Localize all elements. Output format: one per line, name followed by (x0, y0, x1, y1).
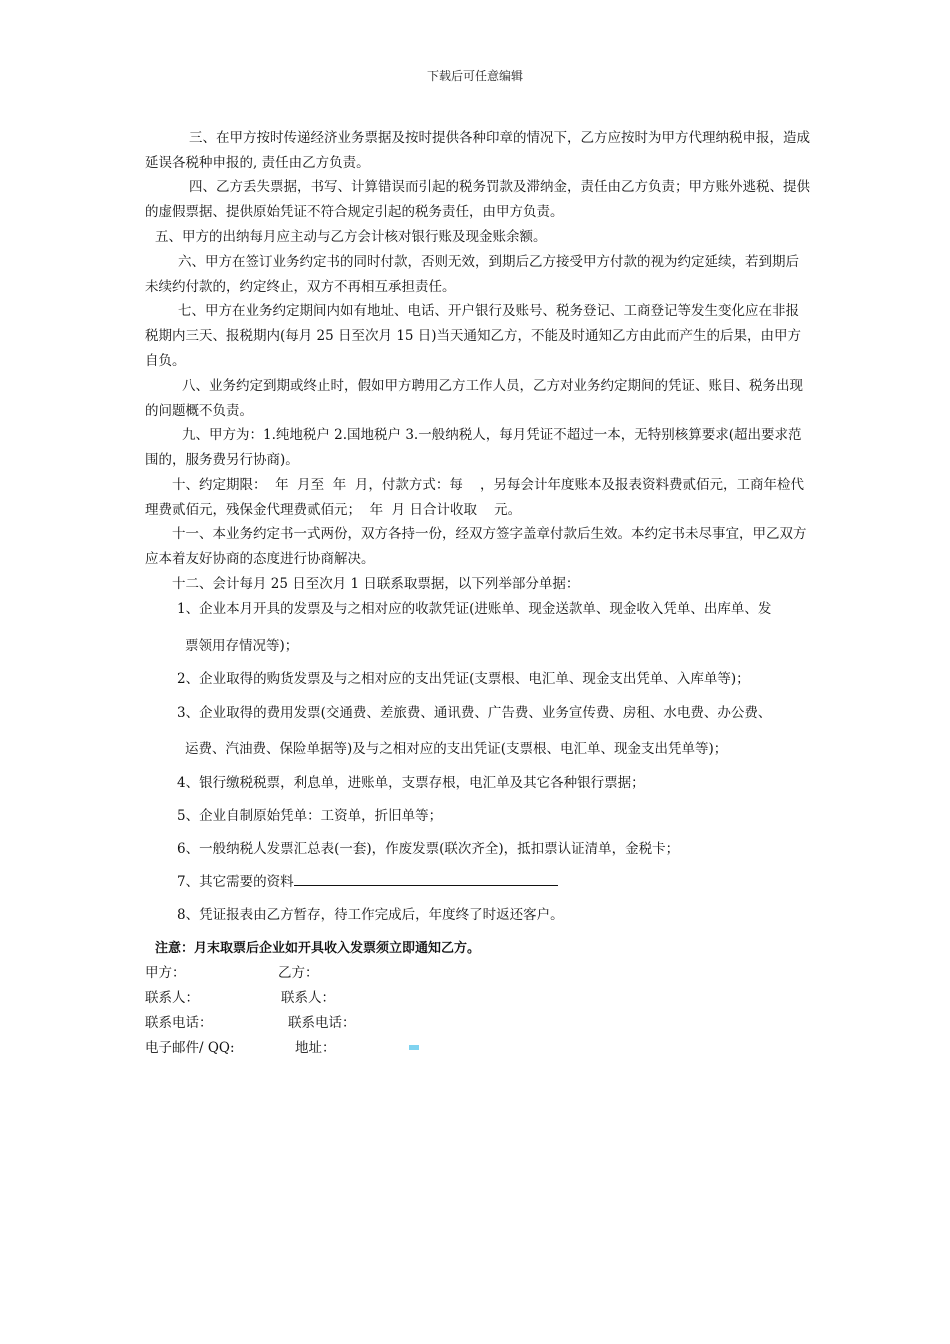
clause-9: 九、甲方为：1.纯地税户 2.国地税户 3.一般纳税人，每月凭证不超过一本，无特别核算要求(超出要求范围的，服务费另行协商)。 (145, 427, 802, 468)
contact-a-label: 联系人： (145, 990, 199, 1006)
phone-a-label: 联系电话： (145, 1015, 213, 1031)
list-item: 票领用存情况等)； (185, 638, 299, 654)
contact-b-label: 联系人： (281, 990, 335, 1006)
phone-b-label: 联系电话： (288, 1015, 356, 1031)
clause-12: 十二、会计每月 25 日至次月 1 日联系取票据，以下列举部分单据： (172, 576, 580, 592)
list-item: 8、凭证报表由乙方暂存，待工作完成后，年度终了时返还客户。 (177, 907, 564, 923)
notice: 注意：月末取票后企业如开具收入发票须立即通知乙方。 (155, 941, 481, 956)
list-item (177, 872, 558, 892)
clause-11: 十一、本业务约定书一式两份，双方各持一份，经双方签字盖章付款后生效。本约定书未尽事宜，甲乙双方应本着友好协商的态度进行协商解决。 (145, 526, 807, 567)
clause-5: 五、甲方的出纳每月应主动与乙方会计核对银行账及现金账余额。 (155, 229, 547, 245)
email-a-label: 电子邮件/ QQ: (145, 1040, 235, 1056)
party-a-label: 甲方： (145, 965, 186, 981)
page-header: 下载后可任意编辑 (426, 69, 523, 83)
list-item: 3、企业取得的费用发票(交通费、差旅费、通讯费、广告费、业务宣传费、房租、水电费、办公费、 (177, 705, 772, 721)
list-item: 1、企业本月开具的发票及与之相对应的收款凭证(进账单、现金送款单、现金收入凭单、出库单、发 (177, 601, 772, 617)
list-item-label: 7、其它需要的资料 (177, 874, 294, 890)
clause-3: 三、在甲方按时传递经济业务票据及按时提供各种印章的情况下，乙方应按时为甲方代理纳税申报，造成延误各税种申报的, 责任由乙方负责。 (145, 130, 810, 171)
clause-8: 八、业务约定到期或终止时，假如甲方聘用乙方工作人员，乙方对业务约定期间的凭证、账目、税务出现的问题概不负责。 (145, 378, 803, 419)
list-item: 运费、汽油费、保险单据等)及与之相对应的支出凭证(支票根、电汇单、现金支出凭单等)； (185, 741, 728, 757)
party-b-label: 乙方： (278, 965, 319, 981)
clause-7: 七、甲方在业务约定期间内如有地址、电话、开户银行及账号、税务登记、工商登记等发生变化应在非报税期内三天、报税期内(每月 25 日至次月 15 日)当天通知乙方，不能及时通知乙方由此而产生的后果，由甲方自负。 (145, 303, 802, 369)
fill-in-blank-line (294, 872, 558, 886)
clause-10: 十、约定期限： 年 月至 年 月，付款方式：每 ，另每会计年度账本及报表资料费贰佰元，工商年检代理费贰佰元，残保金代理费贰佰元； 年 月 日合计收取 元。 (145, 477, 804, 518)
list-item: 2、企业取得的购货发票及与之相对应的支出凭证(支票根、电汇单、现金支出凭单、入库单等)； (177, 671, 750, 687)
address-b-label: 地址： (295, 1040, 336, 1056)
clause-6: 六、甲方在签订业务约定书的同时付款，否则无效，到期后乙方接受甲方付款的视为约定延续，若到期后未续约付款的，约定终止，双方不再相互承担责任。 (145, 254, 799, 295)
list-item: 6、一般纳税人发票汇总表(一套)，作废发票(联次齐全)，抵扣票认证清单，金税卡； (177, 841, 680, 857)
highlight-mark (409, 1045, 419, 1050)
clause-4: 四、乙方丢失票据，书写、计算错误而引起的税务罚款及滞纳金，责任由乙方负责；甲方账外逃税、提供的虚假票据、提供原始凭证不符合规定引起的税务责任，由甲方负责。 (145, 179, 810, 220)
list-item: 5、企业自制原始凭单：工资单，折旧单等； (177, 808, 443, 824)
list-item: 4、银行缴税税票，利息单，进账单，支票存根，电汇单及其它各种银行票据； (177, 775, 645, 791)
